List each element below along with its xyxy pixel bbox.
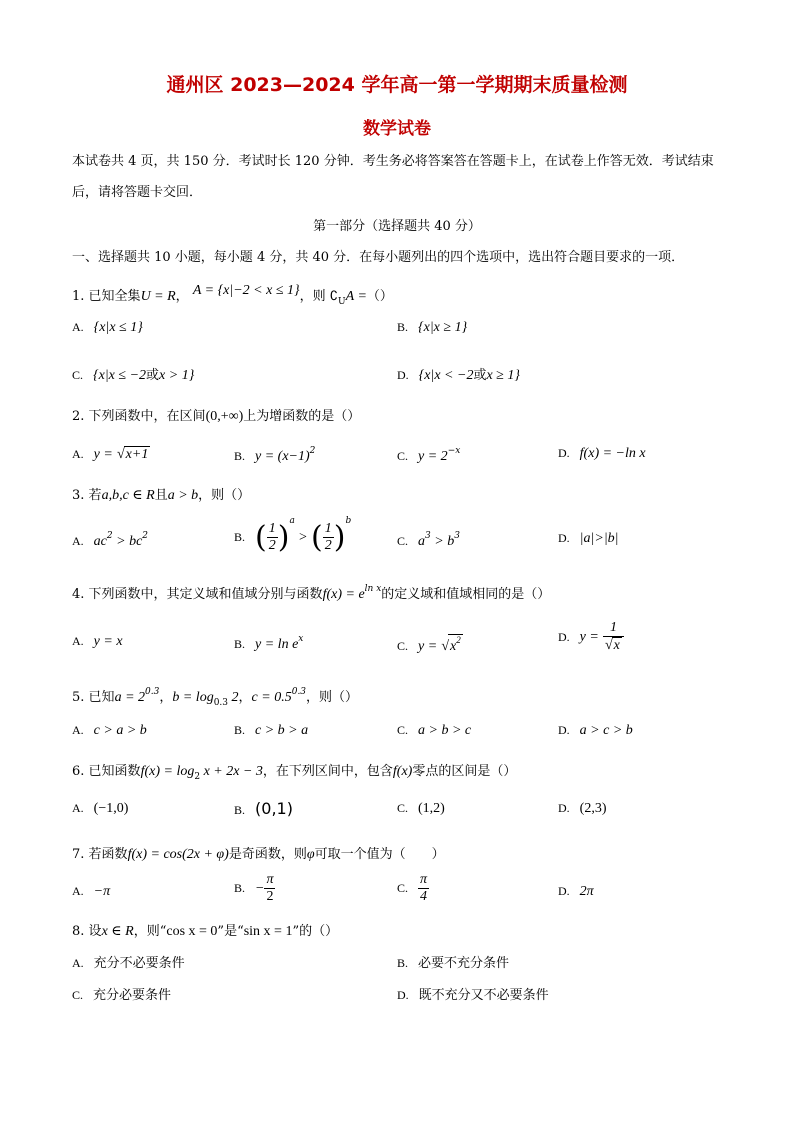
q3-option-c[interactable]	[397, 531, 460, 550]
math-expr: 2	[228, 690, 239, 705]
intro-line-1: 本试卷共 4 页，共 150 分．考试时长 120 分钟．考生务必将答案答在答题卡上，在试卷上作答无效．考试结束	[72, 154, 714, 169]
option-text: y =	[93, 447, 113, 462]
radicand: $x^2$	[450, 635, 461, 654]
fraction: $\frac{1}{√x}$	[603, 620, 624, 654]
q4-option-a[interactable]	[72, 634, 123, 650]
question-text: 零点的区间是（）	[412, 764, 517, 779]
option-label: D.	[558, 723, 570, 737]
option-text: −	[255, 881, 265, 896]
option-text: x ≥ 1}	[486, 368, 520, 383]
option-text: −π	[93, 884, 111, 899]
q2-option-d[interactable]	[558, 446, 646, 462]
q4-option-d[interactable]	[558, 620, 624, 654]
q3-option-d[interactable]	[558, 531, 619, 547]
option-text: (1,2)	[418, 801, 445, 816]
q1-option-b[interactable]	[397, 320, 467, 336]
question-text: ，	[238, 690, 252, 705]
option-text: > bc	[112, 534, 143, 549]
intro-line-2: 后，请将答题卡交回．	[72, 185, 203, 200]
math-expr: U = R	[140, 289, 176, 304]
option-text: 充分必要条件	[93, 988, 172, 1003]
math-sup: 0.3	[145, 687, 160, 697]
math-expr: b = log	[172, 690, 214, 705]
option-text: 2π	[579, 884, 594, 899]
math-sup: b	[345, 516, 352, 526]
option-text: {x|x ≤ −2	[93, 368, 147, 383]
math-sub: U	[338, 297, 346, 307]
option-text: y = ln e	[255, 637, 299, 652]
option-label: A.	[72, 634, 84, 648]
fraction: $\frac{\pi}{4}$	[420, 872, 428, 904]
option-label: D.	[558, 531, 570, 545]
math-expr: c = 0.5	[251, 690, 292, 705]
option-label: C.	[397, 723, 409, 737]
q3-option-b[interactable]: B. ( $\frac{1}{2}$ )$^a$ > ( $\frac{1}{2}$ )$^b$	[234, 516, 352, 555]
math-sup: −x	[447, 446, 461, 456]
math-expr: x + 2x − 3	[200, 764, 263, 779]
math-expr: f(x) = log	[140, 764, 195, 779]
option-label: D.	[397, 368, 409, 382]
question-text: ，	[159, 690, 173, 705]
option-text: y = x	[93, 634, 123, 649]
option-text: {x|x < −2	[418, 368, 474, 383]
math-sup: 0.3	[291, 687, 307, 697]
q1-option-a[interactable]	[72, 320, 143, 336]
question-number: 1.	[72, 289, 85, 304]
option-label: B.	[234, 881, 246, 895]
math-sup: 3	[454, 531, 460, 541]
math-sup: 3	[425, 531, 431, 541]
exam-title: 通州区 2023—2024 学年高一第一学期期末质量检测	[166, 74, 628, 96]
fraction: $\frac{1}{2}$	[324, 521, 332, 553]
q5-option-d[interactable]	[558, 723, 633, 739]
option-text: c > a > b	[93, 723, 147, 738]
q7-option-c[interactable]	[397, 872, 429, 905]
option-text: (2,3)	[579, 801, 607, 816]
part-heading: 第一部分（选择题共 40 分）	[313, 219, 481, 234]
q7-option-b[interactable]	[234, 872, 275, 905]
question-2-stem	[72, 405, 360, 425]
option-label: C.	[397, 881, 409, 895]
option-text: a > b > c	[418, 723, 472, 738]
q7-option-a[interactable]	[72, 884, 110, 900]
question-number: 7.	[72, 847, 85, 862]
math-sup: a	[289, 516, 295, 526]
math-expr: a,b,c ∈ R	[101, 488, 155, 503]
q2-option-c[interactable]	[397, 446, 460, 465]
question-text: 可取一个值为（ ）	[314, 847, 445, 862]
option-label: A.	[72, 956, 84, 970]
math-expr: sin x = 1	[243, 924, 293, 939]
option-text: a	[418, 534, 426, 549]
math-expr: x ∈ R	[101, 924, 134, 939]
q8-option-a[interactable]	[72, 952, 185, 971]
section-instructions: 一、选择题共 10 小题，每小题 4 分，共 40 分．在每小题列出的四个选项中，选出符合题目要求的一项．	[72, 250, 685, 265]
option-text: (0,1)	[255, 799, 293, 818]
math-expr: f(x)	[392, 764, 413, 779]
math-sub: 0.3	[213, 698, 229, 708]
option-label: A.	[72, 801, 84, 815]
math-sup: x	[298, 634, 304, 644]
math-sup: 2	[309, 446, 316, 456]
q5-option-a[interactable]	[72, 723, 147, 739]
option-label: C.	[397, 801, 409, 815]
question-number: 4.	[72, 587, 85, 602]
option-label: D.	[558, 884, 570, 898]
option-text: 或	[473, 368, 487, 383]
q6-option-c[interactable]	[397, 801, 445, 817]
option-label: B.	[397, 320, 409, 334]
option-text: y = (x−1)	[255, 449, 310, 464]
question-text: ，	[175, 289, 189, 304]
question-text: ，在下列区间中，包含	[262, 764, 393, 779]
question-text: 设	[88, 924, 102, 939]
option-label: C.	[72, 368, 84, 382]
question-number: 3.	[72, 488, 85, 503]
question-text: 已知函数	[88, 764, 141, 779]
q7-option-d[interactable]	[558, 884, 594, 900]
fraction: $\frac{1}{2}$	[268, 521, 276, 553]
question-text: 且	[154, 488, 168, 503]
question-number: 8.	[72, 924, 85, 939]
question-text: 下列函数中，其定义域和值域分别与函数	[88, 587, 323, 602]
option-text: y =	[579, 629, 599, 645]
option-label: A.	[72, 447, 84, 461]
option-text: {x|x ≤ 1}	[93, 320, 143, 335]
option-text: > b	[430, 534, 455, 549]
option-label: A.	[72, 884, 84, 898]
question-number: 6.	[72, 764, 85, 779]
option-text: >	[298, 530, 307, 545]
question-text: 若	[88, 488, 102, 503]
question-text: ，则 ∁	[299, 289, 339, 304]
question-text: ，则“	[133, 924, 167, 939]
option-label: B.	[234, 530, 246, 544]
math-expr: A = {x|−2 < x ≤ 1}	[192, 283, 300, 298]
fraction: $\frac{\pi}{2}$	[266, 872, 274, 904]
exam-subtitle: 数学试卷	[363, 119, 431, 139]
option-label: B.	[234, 723, 246, 737]
question-text: ，则（）	[198, 488, 251, 503]
q2-option-b[interactable]	[234, 446, 315, 465]
question-text: ，则（）	[306, 690, 359, 705]
question-6-stem	[72, 760, 516, 782]
math-sup: 2	[142, 531, 149, 541]
option-label: B.	[234, 803, 246, 817]
q8-option-d[interactable]	[397, 984, 549, 1003]
question-text: 已知全集	[88, 289, 141, 304]
option-text: 充分不必要条件	[93, 956, 185, 971]
question-text: ”的（）	[292, 924, 339, 939]
option-label: D.	[397, 988, 409, 1002]
option-text: f(x) = −ln x	[579, 446, 646, 461]
q8-option-c[interactable]	[72, 984, 171, 1003]
option-label: A.	[72, 320, 84, 334]
option-label: C.	[397, 534, 409, 548]
math-expr: f(x) = cos(2x + φ)	[127, 847, 229, 862]
question-5-stem	[72, 686, 358, 708]
math-expr: A =	[345, 289, 367, 304]
option-label: D.	[558, 446, 570, 460]
option-text: x+1	[125, 447, 149, 462]
option-text: {x|x ≥ 1}	[418, 320, 468, 335]
question-text: 的定义域和值域相同的是（）	[381, 587, 551, 602]
math-expr: cos x = 0	[166, 924, 218, 939]
question-text: 下列函数中，在区间	[88, 409, 206, 424]
option-label: C.	[72, 988, 84, 1002]
option-label: C.	[397, 449, 409, 463]
question-1-stem	[72, 285, 393, 307]
option-text: 必要不充分条件	[418, 956, 510, 971]
math-expr: a > b	[167, 488, 199, 503]
q6-option-b[interactable]	[234, 799, 293, 818]
option-text: x > 1}	[159, 368, 195, 383]
math-expr: (0,+∞)	[205, 409, 244, 424]
option-text: |a|>|b|	[579, 531, 619, 546]
question-4-stem	[72, 583, 550, 603]
option-label: B.	[234, 637, 246, 651]
option-text: 既不充分又不必要条件	[418, 988, 549, 1003]
option-text: c > b > a	[255, 723, 309, 738]
math-expr: a = 2	[114, 690, 146, 705]
q3-option-a[interactable]	[72, 531, 148, 550]
q6-option-a[interactable]	[72, 801, 128, 817]
q4-option-c[interactable]: C. $y = √x^2$	[397, 635, 461, 654]
math-sub: 2	[194, 772, 201, 782]
question-text: ”是“	[217, 924, 244, 939]
question-number: 5.	[72, 690, 85, 705]
q8-option-b[interactable]	[397, 952, 509, 971]
option-label: B.	[234, 449, 246, 463]
q2-option-a[interactable]: A. y = √x+1	[72, 447, 149, 462]
question-8-stem	[72, 920, 338, 940]
question-text: （）	[366, 289, 393, 304]
math-expr: φ	[306, 847, 315, 862]
math-sup: ln x	[364, 584, 382, 594]
option-label: D.	[558, 801, 570, 815]
q6-option-d[interactable]	[558, 801, 607, 817]
option-text: ac	[93, 534, 107, 549]
q1-option-d[interactable]	[397, 364, 520, 384]
option-text: y =	[418, 639, 438, 654]
q1-option-c[interactable]	[72, 364, 194, 384]
question-text: 上为增函数的是（）	[243, 409, 361, 424]
q4-option-b[interactable]	[234, 634, 303, 653]
option-label: D.	[558, 629, 570, 644]
option-label: A.	[72, 723, 84, 737]
option-text: (−1,0)	[93, 801, 129, 816]
option-label: B.	[397, 956, 409, 970]
question-7-stem	[72, 843, 445, 863]
option-text: y = 2	[418, 449, 448, 464]
question-text: 若函数	[88, 847, 128, 862]
option-label: A.	[72, 534, 84, 548]
option-text: 或	[146, 368, 160, 383]
question-number: 2.	[72, 409, 85, 424]
q5-option-c[interactable]	[397, 723, 471, 739]
question-3-stem	[72, 484, 250, 504]
math-sup: 2	[106, 531, 113, 541]
question-text: 是奇函数，则	[228, 847, 307, 862]
question-text: 已知	[88, 690, 115, 705]
option-text: a > c > b	[579, 723, 633, 738]
q5-option-b[interactable]	[234, 723, 308, 739]
math-expr: f(x) = e	[322, 587, 365, 602]
option-label: C.	[397, 639, 409, 653]
